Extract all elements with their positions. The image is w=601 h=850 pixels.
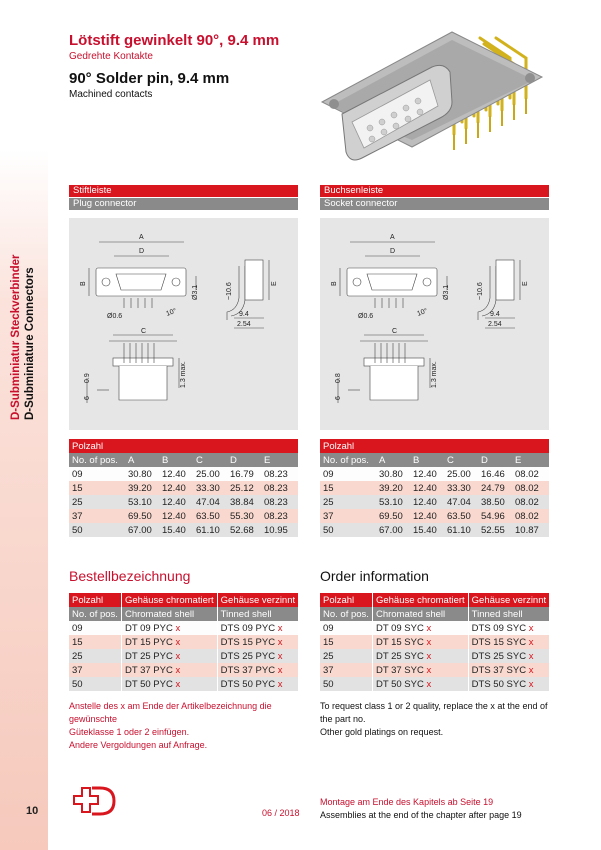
table-cell: 12.40 xyxy=(159,467,193,481)
table-cell: 55.30 xyxy=(227,509,261,523)
table-cell: 25 xyxy=(320,649,372,663)
table-cell: 69.50 xyxy=(125,509,159,523)
table-header-cell: A xyxy=(125,453,159,467)
table-cell: 37 xyxy=(69,509,125,523)
part-number-cell xyxy=(372,663,468,677)
table-header-cell: Gehäuse chromatiert xyxy=(372,593,468,607)
table-cell: 52.55 xyxy=(478,523,512,537)
table-header-cell: Polzahl xyxy=(69,593,121,607)
table-header-row xyxy=(69,593,299,607)
table-cell: 37 xyxy=(320,509,376,523)
table-row xyxy=(69,677,299,691)
quality-suffix: x xyxy=(277,622,283,634)
table-cell: 63.50 xyxy=(193,509,227,523)
part-number: DTS 09 PYC xyxy=(220,622,278,634)
table-cell: 52.68 xyxy=(227,523,261,537)
table-header-cell: C xyxy=(444,453,478,467)
swiss-cross-d-logo-icon xyxy=(70,785,116,817)
table-row xyxy=(69,523,298,537)
table-cell: 25.12 xyxy=(227,481,261,495)
part-number-cell xyxy=(121,621,217,635)
part-number: DT 25 SYC xyxy=(375,650,427,662)
part-number: DTS 37 SYC xyxy=(471,664,529,676)
table-cell: 16.79 xyxy=(227,467,261,481)
table-cell: 37 xyxy=(320,663,372,677)
table-cell: 08.23 xyxy=(261,509,298,523)
table-row xyxy=(69,509,298,523)
order-title-en: Order information xyxy=(320,568,429,584)
table-header-cell: Tinned shell xyxy=(468,607,549,621)
table-row xyxy=(69,621,299,635)
table-cell: 25 xyxy=(69,649,121,663)
table-header-cell: D xyxy=(227,453,261,467)
part-number-cell xyxy=(217,649,298,663)
assembly-reference-de: Montage am Ende des Kapitels ab Seite 19 xyxy=(320,797,494,807)
part-number-cell xyxy=(217,677,298,691)
socket-dim-B: B xyxy=(331,281,338,286)
order-table-socket xyxy=(320,593,550,691)
note-line: Other gold platings on request. xyxy=(320,727,444,737)
quality-suffix: x xyxy=(426,636,432,648)
part-number: DTS 25 SYC xyxy=(471,650,529,662)
quality-suffix: x xyxy=(528,678,534,690)
part-number-cell xyxy=(121,677,217,691)
table-row xyxy=(320,635,550,649)
table-cell: 09 xyxy=(69,621,121,635)
part-number-cell xyxy=(217,663,298,677)
assembly-reference-en: Assemblies at the end of the chapter after page 19 xyxy=(320,810,522,820)
table-row xyxy=(69,467,298,481)
table-cell: 15 xyxy=(69,635,121,649)
quality-suffix: x xyxy=(426,622,432,634)
table-header-cell: E xyxy=(512,453,549,467)
table-header-cell: Chromated shell xyxy=(372,607,468,621)
socket-dim-13max: 1.3 max. xyxy=(431,361,438,388)
socket-dim-d06: Ø0.6 xyxy=(358,313,374,320)
table-header-cell: E xyxy=(261,453,298,467)
quality-suffix: x xyxy=(175,664,181,676)
page-subtitle-de: Gedrehte Kontakte xyxy=(69,51,153,62)
socket-dim-08: 0.8 xyxy=(335,373,342,383)
note-line: Anstelle des x am Ende der Artikelbezeichnung die gewünschte xyxy=(69,701,272,724)
page-title-en: 90° Solder pin, 9.4 mm xyxy=(69,70,230,87)
socket-dim-254: 2.54 xyxy=(488,321,502,328)
table-cell: 10.87 xyxy=(512,523,549,537)
table-cell: 12.40 xyxy=(159,509,193,523)
table-cell: 09 xyxy=(320,621,372,635)
table-header-cell: C xyxy=(193,453,227,467)
table-header-cell: Polzahl xyxy=(69,439,298,453)
table-header-row xyxy=(69,607,299,621)
plug-dim-254: 2.54 xyxy=(237,321,251,328)
table-cell: 12.40 xyxy=(410,509,444,523)
table-cell: 10.95 xyxy=(261,523,298,537)
sidebar-label-en: D-Subminiature Connectors xyxy=(24,267,36,420)
table-header-cell: Polzahl xyxy=(320,593,372,607)
table-header-cell: No. of pos. xyxy=(320,607,372,621)
table-header-cell: No. of pos. xyxy=(69,607,121,621)
part-number: DTS 37 PYC xyxy=(220,664,278,676)
table-header-cell: D xyxy=(478,453,512,467)
table-cell: 37 xyxy=(69,663,121,677)
table-header-cell: B xyxy=(159,453,193,467)
socket-header-de: Buchsenleiste xyxy=(320,185,549,197)
print-date: 06 / 2018 xyxy=(262,808,300,818)
table-cell: 54.96 xyxy=(478,509,512,523)
table-row xyxy=(69,663,299,677)
table-cell: 12.40 xyxy=(410,467,444,481)
socket-header-en: Socket connector xyxy=(320,198,549,210)
quality-suffix: x xyxy=(277,664,283,676)
table-cell: 12.40 xyxy=(410,495,444,509)
part-number: DTS 09 SYC xyxy=(471,622,529,634)
part-number: DTS 50 PYC xyxy=(220,678,278,690)
table-cell: 25 xyxy=(69,495,125,509)
table-cell: 67.00 xyxy=(376,523,410,537)
table-cell: 08.23 xyxy=(261,495,298,509)
quality-suffix: x xyxy=(426,664,432,676)
table-cell: 50 xyxy=(320,677,372,691)
socket-dim-D: D xyxy=(390,248,396,255)
order-note-en xyxy=(320,700,550,739)
table-row xyxy=(69,481,298,495)
part-number-cell xyxy=(121,663,217,677)
part-number-cell xyxy=(217,621,298,635)
table-row xyxy=(320,621,550,635)
table-cell: 24.79 xyxy=(478,481,512,495)
socket-dimensions-table xyxy=(320,439,549,537)
quality-suffix: x xyxy=(426,678,432,690)
table-cell: 08.02 xyxy=(512,467,549,481)
table-cell: 47.04 xyxy=(444,495,478,509)
table-header-cell: No. of pos. xyxy=(69,453,125,467)
table-cell: 38.50 xyxy=(478,495,512,509)
plug-dim-6: 6 xyxy=(84,396,91,400)
table-cell: 08.23 xyxy=(261,467,298,481)
plug-dim-13max: 1.3 max. xyxy=(180,361,187,388)
connector-illustration xyxy=(312,22,548,172)
table-cell: 08.02 xyxy=(512,509,549,523)
part-number: DT 50 PYC xyxy=(124,678,176,690)
plug-dim-C: C xyxy=(141,328,147,335)
table-row xyxy=(320,509,549,523)
socket-dim-angle: 10° xyxy=(416,307,429,318)
table-header-cell: A xyxy=(376,453,410,467)
part-number: DTS 50 SYC xyxy=(471,678,529,690)
part-number: DTS 15 PYC xyxy=(220,636,278,648)
quality-suffix: x xyxy=(528,622,534,634)
part-number-cell xyxy=(372,621,468,635)
table-cell: 50 xyxy=(69,523,125,537)
table-row xyxy=(320,481,549,495)
table-row xyxy=(69,649,299,663)
part-number: DTS 15 SYC xyxy=(471,636,529,648)
socket-dim-E: E xyxy=(522,281,529,286)
page-number: 10 xyxy=(26,805,39,817)
quality-suffix: x xyxy=(175,622,181,634)
plug-dim-A: A xyxy=(139,234,144,241)
sidebar-band xyxy=(0,0,48,850)
plug-dim-B: B xyxy=(80,281,87,286)
table-cell: 25 xyxy=(320,495,376,509)
table-cell: 15 xyxy=(320,481,376,495)
quality-suffix: x xyxy=(277,636,283,648)
part-number: DT 15 PYC xyxy=(124,636,176,648)
socket-dim-d31: Ø3.1 xyxy=(443,284,450,300)
part-number-cell xyxy=(468,635,549,649)
table-cell: 47.04 xyxy=(193,495,227,509)
part-number-cell xyxy=(372,635,468,649)
table-header-cell: Gehäuse chromatiert xyxy=(121,593,217,607)
table-header-cell: Tinned shell xyxy=(217,607,298,621)
part-number-cell xyxy=(372,649,468,663)
table-cell: 12.40 xyxy=(159,495,193,509)
note-line: Güteklasse 1 oder 2 einfügen. xyxy=(69,727,190,737)
table-row xyxy=(320,663,550,677)
table-header-row xyxy=(69,453,298,467)
table-cell: 16.46 xyxy=(478,467,512,481)
quality-suffix: x xyxy=(277,650,283,662)
plug-dim-angle: 10° xyxy=(165,307,178,318)
part-number: DT 09 SYC xyxy=(375,622,427,634)
part-number-cell xyxy=(468,621,549,635)
table-header-cell: Gehäuse verzinnt xyxy=(468,593,549,607)
quality-suffix: x xyxy=(528,650,534,662)
part-number: DT 37 SYC xyxy=(375,664,427,676)
plug-header-en: Plug connector xyxy=(69,198,298,210)
part-number: DT 09 PYC xyxy=(124,622,176,634)
order-table-plug xyxy=(69,593,299,691)
part-number: DT 37 PYC xyxy=(124,664,176,676)
part-number: DT 15 SYC xyxy=(375,636,427,648)
table-cell: 30.80 xyxy=(125,467,159,481)
table-header-cell: Gehäuse verzinnt xyxy=(217,593,298,607)
quality-suffix: x xyxy=(528,636,534,648)
quality-suffix: x xyxy=(426,650,432,662)
plug-dim-09: 0.9 xyxy=(84,373,91,383)
plug-technical-drawing xyxy=(69,218,298,430)
page-title-de: Lötstift gewinkelt 90°, 9.4 mm xyxy=(69,32,280,49)
table-row xyxy=(320,495,549,509)
table-cell: 30.80 xyxy=(376,467,410,481)
plug-dim-94: 9.4 xyxy=(239,311,249,318)
part-number-cell xyxy=(217,635,298,649)
table-row xyxy=(320,677,550,691)
table-cell: 08.02 xyxy=(512,481,549,495)
table-cell: 63.50 xyxy=(444,509,478,523)
table-cell: 12.40 xyxy=(159,481,193,495)
table-cell: 38.84 xyxy=(227,495,261,509)
note-line: the part no. xyxy=(320,714,366,724)
table-row xyxy=(69,635,299,649)
part-number: DT 50 SYC xyxy=(375,678,427,690)
table-cell: 15 xyxy=(320,635,372,649)
part-number-cell xyxy=(468,663,549,677)
table-cell: 61.10 xyxy=(193,523,227,537)
table-row xyxy=(320,523,549,537)
plug-dim-d06: Ø0.6 xyxy=(107,313,123,320)
table-cell: 53.10 xyxy=(125,495,159,509)
part-number-cell xyxy=(468,649,549,663)
table-cell: 15.40 xyxy=(410,523,444,537)
plug-dim-106: ~10.6 xyxy=(226,282,233,300)
quality-suffix: x xyxy=(175,650,181,662)
table-header-row xyxy=(69,439,298,453)
table-cell: 61.10 xyxy=(444,523,478,537)
sidebar-label-de: D-Subminiatur Steckverbinder xyxy=(10,254,22,420)
socket-dim-6: 6 xyxy=(335,396,342,400)
quality-suffix: x xyxy=(175,636,181,648)
socket-technical-drawing xyxy=(320,218,549,430)
table-row xyxy=(320,467,549,481)
table-row xyxy=(320,649,550,663)
table-header-cell: No. of pos. xyxy=(320,453,376,467)
table-cell: 08.23 xyxy=(261,481,298,495)
socket-dim-C: C xyxy=(392,328,398,335)
socket-dim-94: 9.4 xyxy=(490,311,500,318)
note-line: Andere Vergoldungen auf Anfrage. xyxy=(69,740,208,750)
page-subtitle-en: Machined contacts xyxy=(69,89,153,100)
quality-suffix: x xyxy=(528,664,534,676)
table-header-row xyxy=(320,453,549,467)
order-note-de xyxy=(69,700,309,752)
part-number-cell xyxy=(372,677,468,691)
table-cell: 08.02 xyxy=(512,495,549,509)
table-header-row xyxy=(320,439,549,453)
plug-dim-E: E xyxy=(271,281,278,286)
order-title-de: Bestellbezeichnung xyxy=(69,568,191,584)
table-header-row xyxy=(320,593,550,607)
plug-dim-D: D xyxy=(139,248,145,255)
table-cell: 67.00 xyxy=(125,523,159,537)
part-number-cell xyxy=(121,649,217,663)
table-cell: 15 xyxy=(69,481,125,495)
part-number-cell xyxy=(121,635,217,649)
quality-suffix: x xyxy=(277,678,283,690)
note-line: To request class 1 or 2 quality, replace the x at the end of xyxy=(320,701,548,711)
table-cell: 15.40 xyxy=(159,523,193,537)
table-cell: 50 xyxy=(69,677,121,691)
quality-suffix: x xyxy=(175,678,181,690)
table-cell: 39.20 xyxy=(376,481,410,495)
table-header-cell: Polzahl xyxy=(320,439,549,453)
table-row xyxy=(69,495,298,509)
table-cell: 33.30 xyxy=(444,481,478,495)
table-cell: 25.00 xyxy=(193,467,227,481)
plug-dimensions-table xyxy=(69,439,298,537)
plug-header-de: Stiftleiste xyxy=(69,185,298,197)
table-cell: 33.30 xyxy=(193,481,227,495)
plug-dim-d31: Ø3.1 xyxy=(192,284,199,300)
assembly-reference xyxy=(320,796,522,822)
table-cell: 50 xyxy=(320,523,376,537)
table-header-row xyxy=(320,607,550,621)
table-cell: 25.00 xyxy=(444,467,478,481)
table-cell: 09 xyxy=(69,467,125,481)
part-number: DT 25 PYC xyxy=(124,650,176,662)
table-cell: 12.40 xyxy=(410,481,444,495)
part-number-cell xyxy=(468,677,549,691)
socket-dim-106: ~10.6 xyxy=(477,282,484,300)
table-cell: 53.10 xyxy=(376,495,410,509)
table-cell: 69.50 xyxy=(376,509,410,523)
table-cell: 39.20 xyxy=(125,481,159,495)
part-number: DTS 25 PYC xyxy=(220,650,278,662)
socket-dim-A: A xyxy=(390,234,395,241)
table-cell: 09 xyxy=(320,467,376,481)
table-header-cell: B xyxy=(410,453,444,467)
table-header-cell: Chromated shell xyxy=(121,607,217,621)
